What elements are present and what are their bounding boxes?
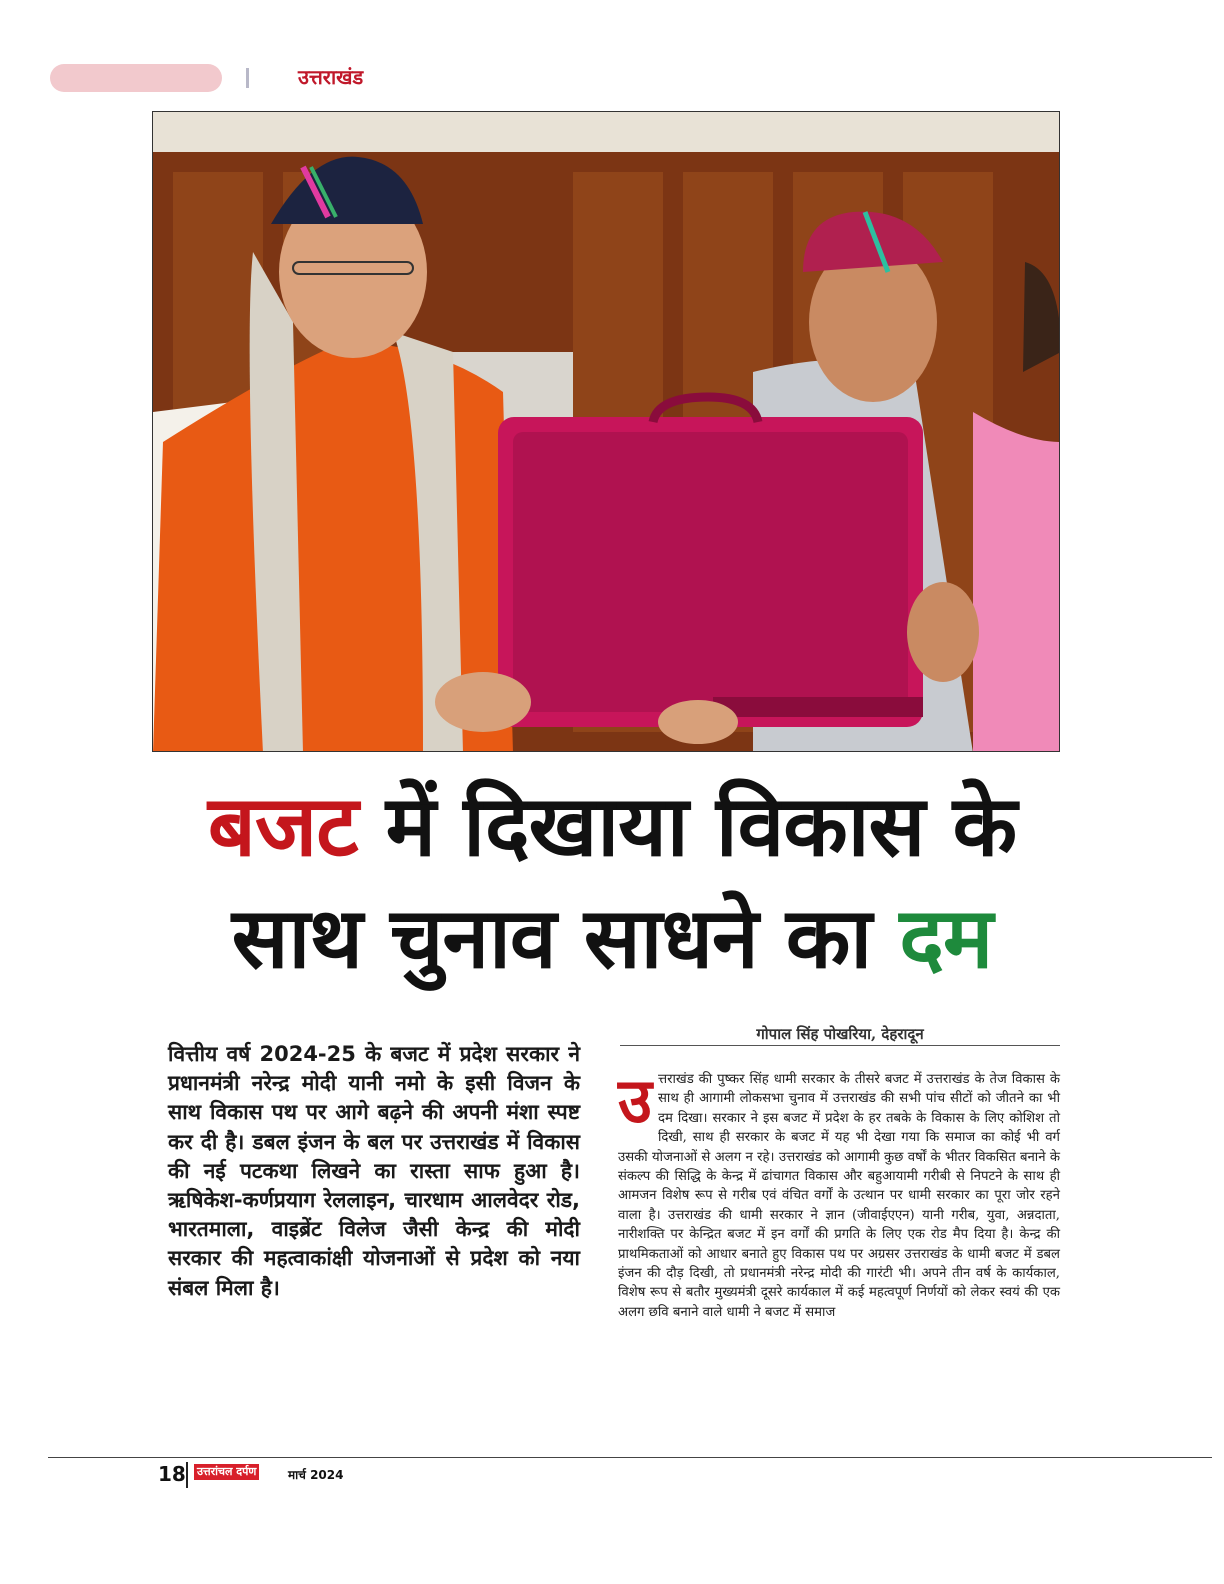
footer-separator bbox=[186, 1462, 188, 1488]
page-number: 18 bbox=[158, 1462, 186, 1486]
byline: गोपाल सिंह पोखरिया, देहरादून bbox=[756, 1025, 924, 1043]
footer-rule bbox=[48, 1457, 1212, 1458]
section-separator bbox=[246, 68, 249, 88]
headline-line-2-text: साथ चुनाव साधने का bbox=[231, 889, 900, 987]
magazine-logo: उत्तरांचल दर्पण bbox=[194, 1464, 259, 1480]
article-body bbox=[618, 1064, 1060, 1322]
headline-highlight-green: दम bbox=[899, 889, 993, 987]
headline-line-2 bbox=[140, 882, 1084, 994]
article-body-text: त्तराखंड की पुष्कर सिंह धामी सरकार के तीसरे बजट में उत्तराखंड के तेज विकास के साथ ही आगामी लोकसभा चुनाव में उत्तराखंड की सभी पांच सीटों को जीतने का भी दम दिखा। सरकार ने इस बजट में प्रदेश के हर तबके के विकास के लिए कोशिश तो दिखी, साथ ही सरकार के बजट में यह भी देखा गया कि समाज का कोई भी वर्ग उसकी योजनाओं से अलग न रहे। उत्तराखंड को आगामी कुछ वर्षों के भीतर विकसित बनाने के संकल्प की सिद्धि के केन्द्र में ढांचागत विकास और बहुआयामी गरीबी से निपटने के साथ ही आमजन विशेष रूप से गरीब एवं वंचित वर्गों के उत्थान पर धामी सरकार का पूरा जोर रहने वाला है। उत्तराखंड की धामी सरकार ने ज्ञान (जीवाईएएन) यानी गरीब, युवा, अन्नदाता, नारीशक्ति पर केन्द्रित बजट में इन वर्गों की प्रगति के लिए एक रोड मैप दिया है। केन्द्र की प्राथमिकताओं को आधार बनाते हुए विकास पथ पर अग्रसर उत्तराखंड के धामी बजट में डबल इंजन की दौड़ दिखी, तो प्रधानमंत्री नरेन्द्र मोदी की गारंटी भी। अपने तीन वर्ष के कार्यकाल, विशेष रूप से बतौर मुख्यमंत्री दूसरे कार्यकाल में कई महत्वपूर्ण निर्णयों को लेकर स्वयं की एक अलग छवि बनाने वाले धामी ने बजट में समाज bbox=[618, 1072, 1060, 1320]
section-tab-decoration bbox=[50, 64, 222, 92]
headline-highlight-red: बजट bbox=[207, 777, 358, 875]
section-label: उत्तराखंड bbox=[298, 65, 364, 89]
headline-line-1 bbox=[140, 770, 1084, 882]
headline bbox=[140, 770, 1084, 994]
headline-line-1-text: में दिखाया विकास के bbox=[357, 777, 1017, 875]
byline-rule bbox=[620, 1045, 1060, 1046]
intro-standfirst: वित्तीय वर्ष 2024-25 के बजट में प्रदेश सरकार ने प्रधानमंत्री नरेन्द्र मोदी यानी नमो के इसी विजन के साथ विकास पथ पर आगे बढ़ने की अपनी मंशा स्पष्ट कर दी है। डबल इंजन के बल पर उत्तराखंड में विकास की नई पटकथा लिखने का रास्ता साफ हुआ है। ऋषिकेश-कर्णप्रयाग रेललाइन, चारधाम आलवेदर रोड, भारतमाला, वाइब्रेंट विलेज जैसी केन्द्र की मोदी सरकार की महत्वाकांक्षी योजनाओं से प्रदेश को नया संबल मिला है। bbox=[168, 1042, 580, 1300]
drop-cap: उ bbox=[618, 1064, 652, 1137]
issue-date: मार्च 2024 bbox=[288, 1468, 344, 1482]
lead-photo bbox=[152, 111, 1060, 752]
